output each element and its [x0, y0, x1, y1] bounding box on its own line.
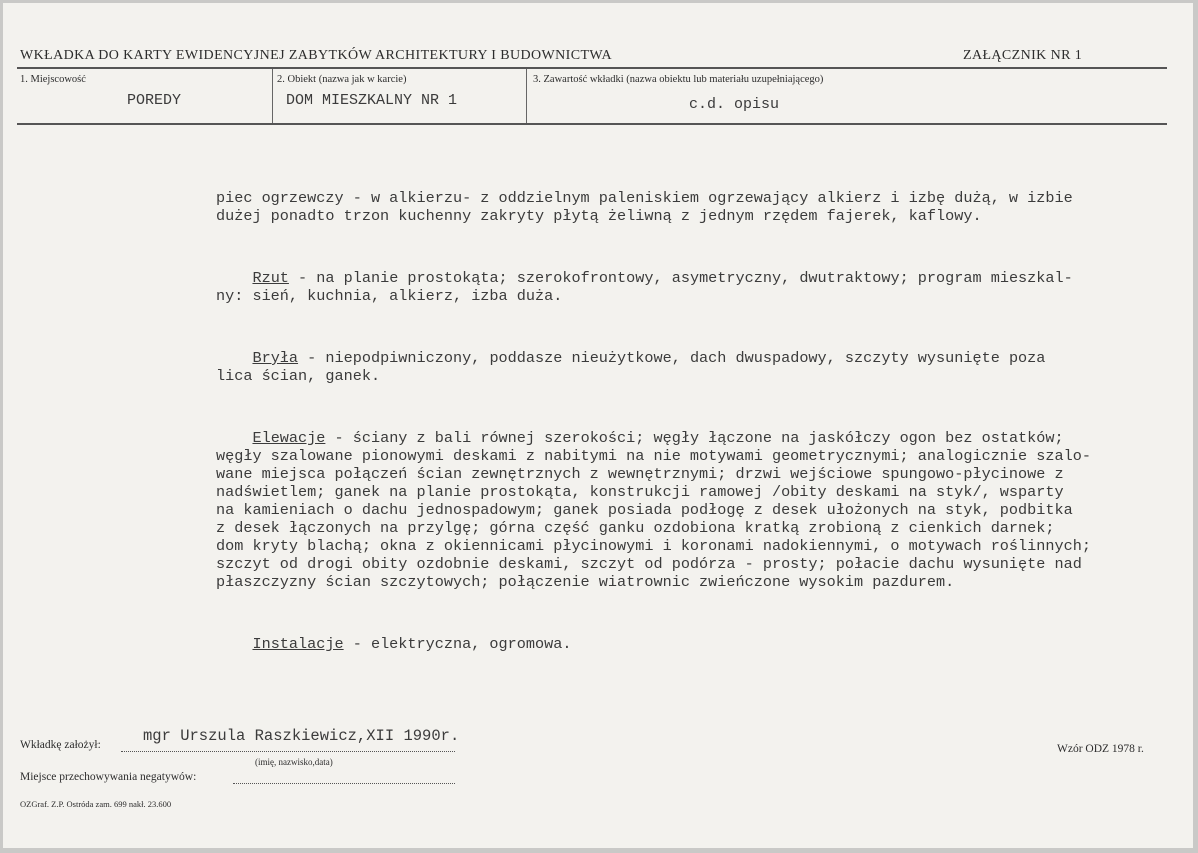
- text-line: nadświetlem; ganek na planie prostokąta, konstrukcji ramowej /obity deskami na styk/, wsparty: [216, 483, 1064, 501]
- print-info: OZGraf. Z.P. Ostróda zam. 699 nakł. 23.600: [20, 799, 172, 809]
- text-line: węgły szalowane pionowymi deskami z nabitymi na nie motywami geometrycznymi; analogicznie szalo-: [216, 447, 1091, 465]
- card-title: WKŁADKA DO KARTY EWIDENCYJNEJ ZABYTKÓW ARCHITEKTURY I BUDOWNICTWA: [20, 48, 612, 63]
- text-line: szczyt od drogi obity ozdobnie deskami, szczyt od podórza - prosty; połacie dachu wysunięte nad: [216, 555, 1082, 573]
- storage-dotline: [233, 783, 455, 784]
- paragraph-massing: [216, 349, 1186, 385]
- text-line: z desek łączonych na przylgę; górna część ganku ozdobiona kratką zrobioną z cienkich darnek;: [216, 519, 1055, 537]
- founded-value: mgr Urszula Raszkiewicz,XII 1990r.: [143, 727, 460, 745]
- header-rule-bottom: [17, 123, 1167, 125]
- founded-dotline: [121, 751, 455, 752]
- text-line: ny: sień, kuchnia, alkierz, izba duża.: [216, 287, 563, 305]
- paragraph-heating: [216, 189, 1186, 225]
- text-line: dużej ponadto trzon kuchenny zakryty płytą żeliwną z jednym rzędem fajerek, kaflowy.: [216, 207, 982, 225]
- paragraph-elevations: [216, 429, 1186, 591]
- text-line: Rzut - na planie prostokąta; szerokofrontowy, asymetryczny, dwutraktowy; program mieszkal-: [252, 269, 1073, 287]
- text-line: Elewacje - ściany z bali równej szerokości; węgły łączone na jaskółczy ogon bez ostatków;: [252, 429, 1064, 447]
- text-line: Bryła - niepodpiwniczony, poddasze nieużytkowe, dach dwuspadowy, szczyty wysunięte poza: [252, 349, 1046, 367]
- header-rule-top: [17, 67, 1167, 69]
- founded-sublabel: (imię, nazwisko,data): [255, 757, 333, 767]
- text-line: piec ogrzewczy - w alkierzu- z oddzielnym paleniskiem ogrzewający alkierz i izbę dużą, w izbie: [216, 189, 1073, 207]
- field-divider-2: [526, 69, 527, 123]
- paragraph-plan: [216, 269, 1186, 305]
- founded-label: Wkładkę założył:: [20, 739, 101, 751]
- locality-value: POREDY: [127, 92, 182, 109]
- annex-number: ZAŁĄCZNIK NR 1: [963, 48, 1083, 63]
- text-line: na kamieniach o dachu jednospadowym; ganek posiada podłogę z desek ułożonych na styk, podbitka: [216, 501, 1073, 519]
- section-heading-massing: Bryła: [252, 349, 299, 367]
- text-line: Instalacje - elektryczna, ogromowa.: [252, 635, 572, 653]
- text-line: dom kryty blachą; okna z okiennicami płycinowymi i koronami nadokiennymi, o motywach roślinnych;: [216, 537, 1091, 555]
- storage-label: Miejsce przechowywania negatywów:: [20, 771, 197, 783]
- record-card: [3, 3, 1193, 848]
- text-line: wane miejsca połączeń ścian zewnętrznych z wewnętrznymi; drzwi wejściowe spungowo-płycinowe z: [216, 465, 1064, 483]
- text-line: lica ścian, ganek.: [216, 367, 381, 385]
- contents-value: c.d. opisu: [689, 96, 780, 113]
- field-divider-1: [272, 69, 273, 123]
- section-heading-elevations: Elewacje: [252, 429, 326, 447]
- description-text: [216, 153, 1186, 697]
- text-line: płaszczyzny ścian szczytowych; połączenie wiatrownic zwieńczone wysokim pazdurem.: [216, 573, 955, 591]
- object-label: 2. Obiekt (nazwa jak w karcie): [277, 74, 407, 85]
- paragraph-installations: [216, 635, 1186, 653]
- object-value: DOM MIESZKALNY NR 1: [286, 92, 458, 109]
- section-heading-installations: Instalacje: [252, 635, 344, 653]
- contents-label: 3. Zawartość wkładki (nazwa obiektu lub materiału uzupełniającego): [533, 74, 824, 85]
- form-pattern: Wzór ODZ 1978 r.: [1057, 743, 1144, 755]
- section-heading-plan: Rzut: [252, 269, 289, 287]
- locality-label: 1. Miejscowość: [20, 74, 86, 85]
